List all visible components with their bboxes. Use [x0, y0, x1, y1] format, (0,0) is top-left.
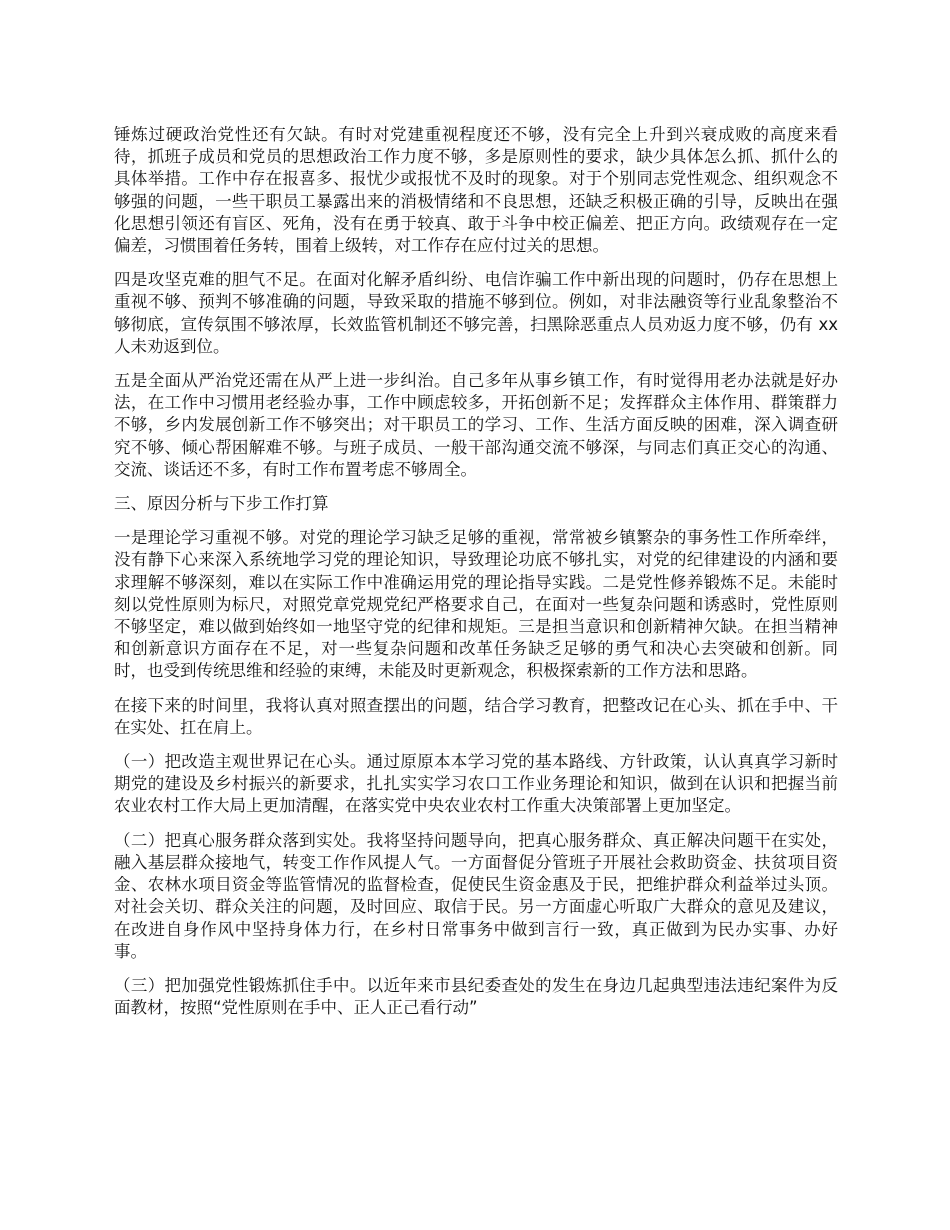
paragraph-plan-item-2: （二）把真心服务群众落到实处。我将坚持问题导向，把真心服务群众、真正解决问题干在实处，融入基层群众接地气，转变工作作风提人气。一方面督促分管班子开展社会救助资金、扶贫项目资金、农林水项目资金等监管情况的监督检查，促使民生资金惠及于民，把维护群众利益举过头顶。对社会关切、群众关注的问题，及时回应、取信于民。另一方面虚心听取广大群众的意见及建议，在改进自身作风中坚持身体力行，在乡村日常事务中做到言行一致，真正做到为民办实事、办好事。 [114, 830, 838, 961]
paragraph-plan-item-3: （三）把加强党性锻炼抓住手中。以近年来市县纪委查处的发生在身边几起典型违法违纪案件为反面教材，按照“党性原则在手中、正人正己看行动” [114, 975, 838, 1018]
paragraph-courage-insufficient: 四是攻坚克难的胆气不足。在面对化解矛盾纠纷、电信诈骗工作中新出现的问题时，仍存在思想上重视不够、预判不够准确的问题，导致采取的措施不够到位。例如，对非法融资等行业乱象整治不够彻底，宣传氛围不够浓厚，长效监管机制还不够完善，扫黑除恶重点人员劝返力度不够，仍有 xx 人未劝返到位。 [114, 270, 838, 356]
document-body [114, 124, 838, 1031]
paragraph-political-party-spirit: 锤炼过硬政治党性还有欠缺。有时对党建重视程度还不够，没有完全上升到兴衰成败的高度来看待，抓班子成员和党员的思想政治工作力度不够，多是原则性的要求，缺少具体怎么抓、抓什么的具体举措。工作中存在报喜多、报忧少或报忧不及时的现象。对于个别同志党性观念、组织观念不够强的问题，一些干职员工暴露出来的消极情绪和不良思想，还缺乏积极正确的引导，反映出在强化思想引领还有盲区、死角，没有在勇于较真、敢于斗争中校正偏差、把正方向。政绩观存在一定偏差，习惯围着任务转，围着上级转，对工作存在应付过关的思想。 [114, 125, 838, 256]
paragraph-plan-item-1: （一）把改造主观世界记在心头。通过原原本本学习党的基本路线、方针政策，认认真真学习新时期党的建设及乡村振兴的新要求，扎扎实实学习农口工作业务理论和知识，做到在认识和把握当前农业农村工作大局上更加清醒，在落实党中央农业农村工作重大决策部署上更加坚定。 [114, 752, 838, 816]
paragraph-cause-analysis: 一是理论学习重视不够。对党的理论学习缺乏足够的重视，常常被乡镇繁杂的事务性工作所牵绊，没有静下心来深入系统地学习党的理论知识，导致理论功底不够扎实，对党的纪律建设的内涵和要求理解不够深刻，难以在实际工作中准确运用党的理论指导实践。二是党性修养锻炼不足。未能时刻以党性原则为标尺，对照党章党规党纪严格要求自己，在面对一些复杂问题和诱惑时，党性原则不够坚定，难以做到始终如一地坚守党的纪律和规矩。三是担当意识和创新精神欠缺。在担当精神和创新意识方面存在不足，对一些复杂问题和改革任务缺乏足够的勇气和决心去突破和创新。同时，也受到传统思维和经验的束缚，未能及时更新观念，积极探索新的工作方法和思路。 [114, 528, 838, 681]
paragraph-next-steps-intro: 在接下来的时间里，我将认真对照查摆出的问题，结合学习教育，把整改记在心头、抓在手中、干在实处、扛在肩上。 [114, 695, 838, 737]
section-heading-cause-analysis: 三、原因分析与下步工作打算 [114, 494, 329, 514]
paragraph-strict-party-governance: 五是全面从严治党还需在从严上进一步纠治。自己多年从事乡镇工作，有时觉得用老办法就是好办法，在工作中习惯用老经验办事，工作中顾虑较多，开拓创新不足；发挥群众主体作用、群策群力不够，乡内发展创新工作不够突出；对干职员工的学习、工作、生活方面反映的困难，深入调查研究不够、倾心帮困解难不够。与班子成员、一般干部沟通交流不够深，与同志们真正交心的沟通、交流、谈话还不多，有时工作布置考虑不够周全。 [114, 371, 838, 479]
